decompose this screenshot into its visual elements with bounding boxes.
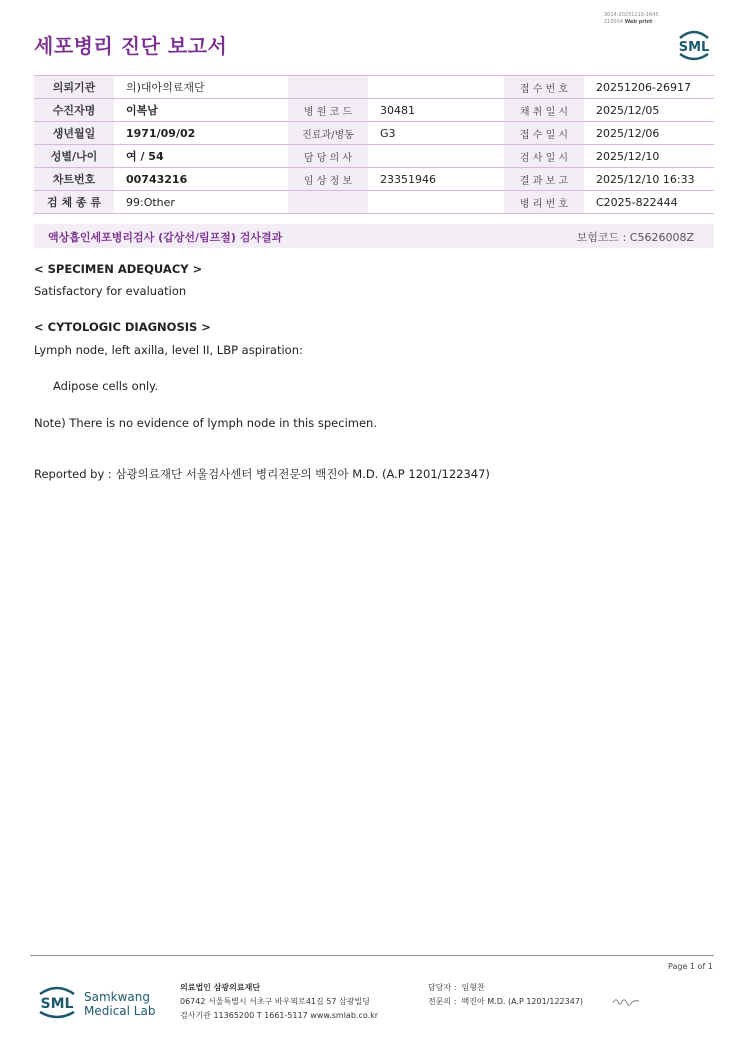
info-label: 접 수 일 시 [504, 122, 584, 145]
info-label: 성별/나이 [34, 145, 114, 168]
info-value: 20251206-26917 [584, 76, 714, 99]
org-address: 06742 서울특별시 서초구 바우뫼로41길 57 삼광빌딩 [180, 997, 370, 1006]
info-value: 의)대아의료재단 [114, 76, 288, 99]
info-value: 2025/12/06 [584, 122, 714, 145]
report-title: 세포병리 진단 보고서 [34, 34, 228, 58]
footer-brand [84, 990, 155, 1018]
info-label: 의뢰기관 [34, 76, 114, 99]
info-label: 병 리 번 호 [504, 191, 584, 214]
info-value: G3 [368, 122, 504, 145]
print-line2: 210034 Web print [604, 19, 653, 25]
specialist-name: 백진아 M.D. (A.P 1201/122347) [461, 997, 584, 1006]
info-label: 진료과/병동 [288, 122, 368, 145]
info-label: 수진자명 [34, 99, 114, 122]
org-name: 의료법인 삼광의료재단 [180, 983, 261, 992]
logo-text: SML [678, 40, 710, 55]
print-code: 3014-20251210-1645 [604, 12, 659, 18]
info-row [34, 168, 714, 191]
info-label: 접 수 번 호 [504, 76, 584, 99]
info-label [288, 191, 368, 214]
print-info [604, 12, 659, 26]
info-label: 생년월일 [34, 122, 114, 145]
info-value: 2025/12/10 16:33 [584, 168, 714, 191]
diagnosis-text: Adipose cells only. [53, 379, 158, 393]
info-value [368, 76, 504, 99]
info-label [288, 76, 368, 99]
page-number: Page 1 of 1 [668, 962, 713, 971]
org-contact: 검사기관 11365200 T 1661-5117 www.smlab.co.kr [180, 1011, 379, 1020]
info-value: 1971/09/02 [114, 122, 288, 145]
adequacy-text: Satisfactory for evaluation [34, 284, 187, 298]
info-value: 이복남 [114, 99, 288, 122]
info-value: 00743216 [114, 168, 288, 191]
brand-line1: Samkwang [84, 990, 150, 1004]
info-label: 결 과 보 고 [504, 168, 584, 191]
info-value: 2025/12/05 [584, 99, 714, 122]
info-label: 차트번호 [34, 168, 114, 191]
info-value [368, 191, 504, 214]
manager-line: 담당자 : 임형찬 [428, 983, 485, 992]
brand-line2: Medical Lab [84, 1004, 156, 1018]
info-row [34, 99, 714, 122]
info-label: 검 사 일 시 [504, 145, 584, 168]
info-value: 2025/12/10 [584, 145, 714, 168]
exam-section-header [34, 224, 714, 248]
web-print-label: Web print [624, 19, 653, 25]
specialist-line: 전문의 : 백진아 M.D. (A.P 1201/122347) [428, 997, 584, 1006]
footer-sml-logo-icon [36, 980, 78, 1022]
info-row [34, 76, 714, 99]
footer-divider [30, 955, 714, 956]
exam-title: 액상흡인세포병리검사 (갑상선/림프절) 검사결과 [48, 231, 283, 244]
diagnosis-site: Lymph node, left axilla, level II, LBP aspiration: [34, 343, 303, 357]
info-row [34, 145, 714, 168]
info-value [368, 145, 504, 168]
info-label: 채 취 일 시 [504, 99, 584, 122]
insurance-code: 보험코드 : C5626008Z [576, 231, 694, 244]
reported-by: Reported by : 삼광의료재단 서울검사센터 병리전문의 백진아 M.D. (A.P 1201/122347) [34, 467, 490, 481]
sml-logo-icon [674, 24, 714, 64]
info-label: 임 상 정 보 [288, 168, 368, 191]
adequacy-header: < SPECIMEN ADEQUACY > [34, 262, 203, 276]
info-row [34, 122, 714, 145]
footer-logo-text: SML [40, 996, 74, 1012]
info-value: 여 / 54 [114, 145, 288, 168]
footer-organization [180, 981, 378, 1023]
info-value: 30481 [368, 99, 504, 122]
info-label: 담 당 의 사 [288, 145, 368, 168]
info-row [34, 191, 714, 214]
report-note: Note) There is no evidence of lymph node in this specimen. [34, 416, 378, 430]
info-value: 23351946 [368, 168, 504, 191]
footer-staff [428, 981, 583, 1009]
patient-info-table [34, 75, 714, 214]
manager-name: 임형찬 [461, 983, 485, 992]
info-label: 병 원 코 드 [288, 99, 368, 122]
info-value: 99:Other [114, 191, 288, 214]
diagnosis-header: < CYTOLOGIC DIAGNOSIS > [34, 320, 211, 334]
info-label: 검 체 종 류 [34, 191, 114, 214]
info-value: C2025-822444 [584, 191, 714, 214]
signature-icon [612, 995, 640, 1007]
